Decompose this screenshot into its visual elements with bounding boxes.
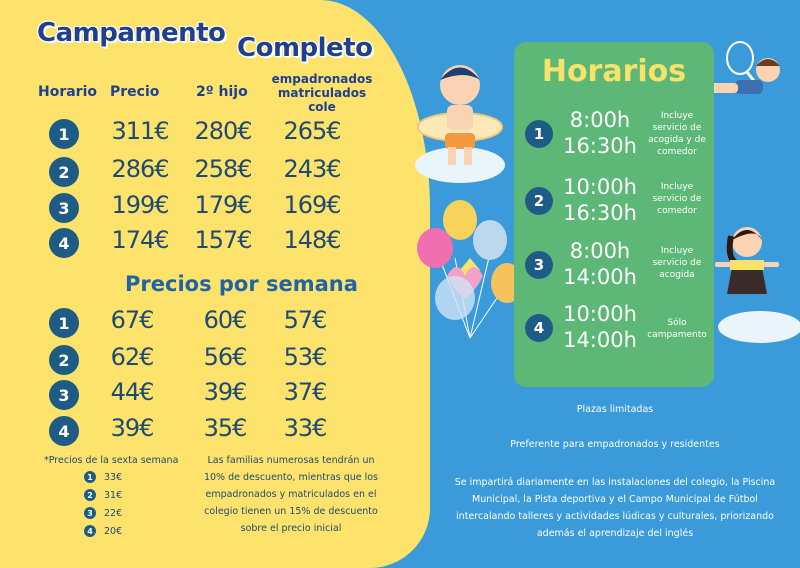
price-cell: 265€ — [283, 117, 341, 145]
price-cell: 56€ — [203, 343, 247, 371]
title-line-2: Completo — [237, 33, 373, 63]
discount-note: Las familias numerosas tendrán un 10% de descuento, mientras que los empadronados y matriculados en el colegio tienen un 15% de descuento sobre el precio inicial — [203, 455, 379, 534]
header-horario: Horario — [38, 84, 98, 100]
mini-number-circle: 3 — [84, 507, 96, 519]
kid-jumping-illustration — [705, 222, 800, 352]
price-cell: 39€ — [203, 378, 247, 406]
horario-end-time: 16:30h — [563, 134, 637, 158]
price-cell: 35€ — [203, 414, 247, 442]
price-cell: 286€ — [111, 155, 169, 183]
balloons-illustration — [415, 198, 530, 348]
header-empadronados: empadronados matriculados cole — [271, 72, 373, 114]
horario-number-circle: 4 — [525, 314, 553, 342]
mini-number-circle: 2 — [84, 489, 96, 501]
horario-note: Incluye servicio de acogida — [652, 246, 702, 280]
horario-note: Incluye servicio de comedor — [652, 182, 702, 216]
price-cell: 179€ — [194, 191, 252, 219]
header-2-hijo: 2º hijo — [196, 84, 248, 100]
horario-end-time: 16:30h — [563, 201, 637, 225]
sixth-week-price: 31€ — [104, 489, 123, 501]
price-cell: 67€ — [110, 306, 154, 334]
kid-swim-ring-illustration — [405, 55, 515, 190]
mini-number-circle: 4 — [84, 525, 96, 537]
horario-note: Incluye servicio de acogida y de comedor — [648, 111, 706, 157]
header-precio: Precio — [110, 84, 160, 100]
mini-number-circle: 1 — [84, 471, 96, 483]
description-text: Se impartirá diariamente en las instalaciones del colegio, la Piscina Municipal, la Pista deportiva y el Campo Municipal de Fútbol intercalando talleres y actividades lúdicas y culturales, priorizando además el aprendizaje del inglés — [454, 477, 776, 539]
horario-start-time: 10:00h — [563, 175, 637, 199]
sixth-week-price: 22€ — [104, 507, 123, 519]
sixth-week-price: 33€ — [104, 471, 123, 483]
row-number-circle: 1 — [49, 119, 79, 149]
price-cell: 53€ — [283, 343, 327, 371]
horario-note: Sólo campamento — [647, 318, 707, 340]
horario-start-time: 8:00h — [569, 108, 631, 132]
sixth-week-item — [84, 507, 122, 519]
horario-end-time: 14:00h — [563, 328, 637, 352]
price-cell: 169€ — [283, 191, 341, 219]
horario-start-time: 10:00h — [563, 302, 637, 326]
price-cell: 258€ — [194, 155, 252, 183]
horario-number-circle: 1 — [525, 120, 553, 148]
limited-places-text: Plazas limitadas — [576, 404, 654, 415]
price-cell: 37€ — [283, 378, 327, 406]
preferent-text: Preferente para empadronados y residentes — [510, 439, 720, 450]
price-cell: 62€ — [110, 343, 154, 371]
row-number-circle: 3 — [49, 193, 79, 223]
sixth-week-title: *Precios de la sexta semana — [44, 455, 179, 466]
sixth-week-item — [84, 471, 122, 483]
price-cell: 39€ — [110, 414, 154, 442]
price-cell: 280€ — [194, 117, 252, 145]
price-cell: 243€ — [283, 155, 341, 183]
price-cell: 148€ — [283, 226, 341, 254]
price-cell: 311€ — [111, 117, 169, 145]
price-cell: 57€ — [283, 306, 327, 334]
price-cell: 157€ — [194, 226, 252, 254]
horario-start-time: 8:00h — [569, 239, 631, 263]
row-number-circle: 4 — [49, 228, 79, 258]
sixth-week-item — [84, 525, 122, 537]
horario-end-time: 14:00h — [563, 265, 637, 289]
title-line-1: Campamento — [37, 18, 226, 48]
row-number-circle: 1 — [49, 308, 79, 338]
row-number-circle: 4 — [49, 416, 79, 446]
weekly-prices-title: Precios por semana — [125, 272, 358, 296]
horario-number-circle: 3 — [525, 251, 553, 279]
price-cell: 174€ — [111, 226, 169, 254]
row-number-circle: 2 — [49, 345, 79, 375]
price-cell: 44€ — [110, 378, 154, 406]
row-number-circle: 3 — [49, 380, 79, 410]
price-cell: 60€ — [203, 306, 247, 334]
sixth-week-price: 20€ — [104, 525, 123, 537]
sixth-week-item — [84, 489, 122, 501]
horarios-panel — [514, 42, 714, 387]
kid-tennis-illustration — [700, 28, 800, 108]
price-cell: 199€ — [111, 191, 169, 219]
price-cell: 33€ — [283, 414, 327, 442]
row-number-circle: 2 — [49, 157, 79, 187]
horario-number-circle: 2 — [525, 187, 553, 215]
horarios-title: Horarios — [541, 54, 687, 89]
